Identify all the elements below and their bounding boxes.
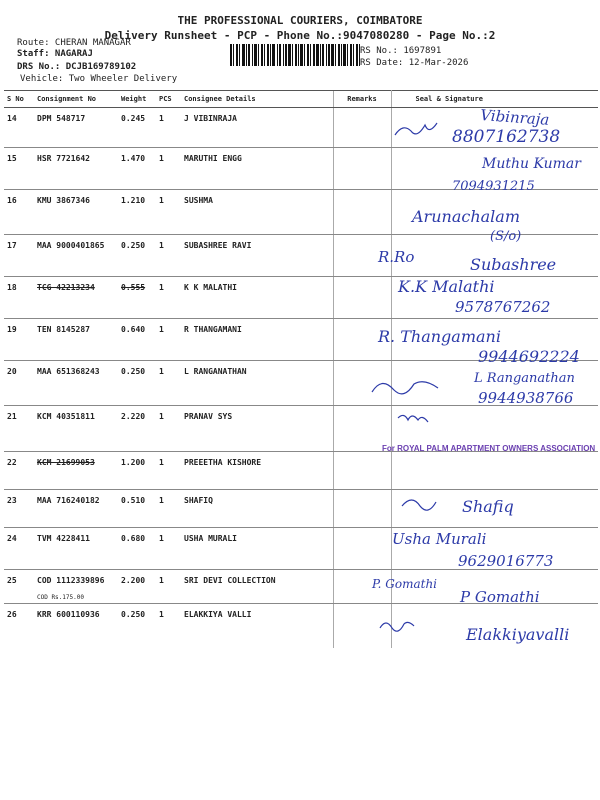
handwriting-text: Subashree [470,255,557,274]
cell-signature [391,452,598,490]
cell-pcs: 1 [159,610,164,619]
consignment-number: COD 1112339896 [37,576,105,585]
handwriting-text: Arunachalam [412,207,520,226]
col-consignee: Consignee Details [181,91,333,108]
cell-pcs: 1 [156,361,181,406]
cell-remarks [333,319,391,361]
handwriting-text: Elakkiyavalli [466,625,570,644]
cod-amount: COD Rs.175.00 [37,594,84,601]
handwriting-text: L Ranganathan [474,371,575,386]
rs-number: RS No.: 1697891 [360,46,442,56]
cell-consignee: SUBASHREE RAVI [181,235,333,277]
cell-signature [391,148,598,190]
table-row [4,319,598,361]
cell-signature [391,108,598,148]
cell-consignee: K K MALATHI [181,277,333,319]
runsheet-table [4,90,598,648]
cell-weight: 0.555 [118,277,156,319]
cell-consignment: KRR 600110936 [37,610,100,619]
cell-remarks [333,277,391,319]
cell-sno: 21 [4,406,34,452]
handwriting-text: Muthu Kumar [482,156,581,172]
cell-sno: 25 [4,570,34,604]
table-row [4,490,598,528]
cell-pcs: 1 [156,235,181,277]
cell-consignment: KCM 40351811 [34,406,118,452]
cell-consignee: SUSHMA [181,190,333,235]
cell-remarks [333,361,391,406]
cell-remarks [333,604,391,648]
table-row [4,361,598,406]
cell-weight: 1.470 [118,148,156,190]
cell-pcs: 1 [156,452,181,490]
cell-sno: 18 [4,277,34,319]
handwriting-text: 9944938766 [478,389,574,407]
cell-signature [391,604,598,648]
cell-weight: 1.210 [118,190,156,235]
cell-pcs: 1 [156,490,181,528]
cell-pcs: 1 [156,190,181,235]
staff-label: Staff: NAGARAJ [17,49,93,59]
handwriting-text: P. Gomathi [372,577,438,591]
cell-consignee: PREEETHA KISHORE [181,452,333,490]
cell-pcs: 1 [156,277,181,319]
cell-remarks [333,570,391,604]
cell-consignment: MAA 651368243 [34,361,118,406]
cell-sno: 19 [4,319,34,361]
table-row [4,604,598,648]
cell-pcs: 1 [156,108,181,148]
table-row [4,528,598,570]
cell-sno: 17 [4,235,34,277]
table-row [4,190,598,235]
cell-pcs: 1 [156,148,181,190]
cell-consignee: J VIBINRAJA [181,108,333,148]
handwriting-text: K.K Malathi [398,277,495,296]
table-header-row [4,91,598,108]
cell-signature [391,235,598,277]
cell-consignee: PRANAV SYS [181,406,333,452]
cell-remarks [333,528,391,570]
handwriting-text: 9578767262 [455,298,551,316]
cell-signature [391,490,598,528]
runsheet-title: Delivery Runsheet - PCP - Phone No.:9047080280 - Page No.:2 [104,29,496,42]
cell-consignment: TEN 8145287 [34,319,118,361]
drs-number: DRS No.: DCJB169789102 [17,62,137,72]
table-row [4,108,598,148]
route-label: Route: CHERAN MANAGAR [17,38,131,48]
cell-consignee: MARUTHI ENGG [181,148,333,190]
table-row [4,148,598,190]
col-seal: Seal & Signature [391,91,598,108]
cell-remarks [333,190,391,235]
cell-consignee: USHA MURALI [181,528,333,570]
table-row [4,235,598,277]
col-pcs: PCS [156,91,181,108]
cell-sno: 23 [4,490,34,528]
cell-sno: 15 [4,148,34,190]
table-row [4,570,598,604]
col-consignment: Consignment No [34,91,118,108]
cell-signature [391,319,598,361]
cell-signature [391,361,598,406]
handwriting-text: Vibinraja [479,106,550,129]
cell-sno: 22 [4,452,34,490]
cell-pcs: 1 [156,406,181,452]
cell-consignment: DPM 548717 [34,108,118,148]
cell-consignment: TVM 4228411 [34,528,118,570]
company-name: THE PROFESSIONAL COURIERS, COIMBATORE [177,14,423,27]
handwriting-text: Shafiq [462,497,514,516]
rs-date: RS Date: 12-Mar-2026 [360,58,469,68]
cell-weight: 2.200 [118,570,156,604]
cell-sno: 16 [4,190,34,235]
cell-sno: 24 [4,528,34,570]
cell-consignee: L RANGANATHAN [181,361,333,406]
cell-weight: 0.250 [118,361,156,406]
cell-weight: 0.680 [118,528,156,570]
cell-sno: 26 [7,610,17,619]
association-stamp: For ROYAL PALM APARTMENT OWNERS ASSOCIATION [382,444,596,453]
cell-weight: 0.250 [118,235,156,277]
cell-remarks [333,235,391,277]
cell-remarks [333,490,391,528]
handwriting-text: 7094931215 [452,179,535,194]
cell-signature [391,277,598,319]
cell-sno: 20 [4,361,34,406]
cell-sno: 14 [4,108,34,148]
cell-consignee: R THANGAMANI [181,319,333,361]
cell-remarks [333,108,391,148]
cell-pcs: 1 [156,570,181,604]
handwriting-text: 8807162738 [452,127,561,147]
vehicle-label: Vehicle: Two Wheeler Delivery [20,74,178,84]
table-row [4,277,598,319]
handwriting-text: P Gomathi [460,588,540,606]
cell-consignment [34,570,118,604]
barcode [230,44,360,66]
cell-consignee: SRI DEVI COLLECTION [181,570,333,604]
cell-signature [391,528,598,570]
cell-pcs: 1 [156,319,181,361]
cell-weight: 0.640 [118,319,156,361]
cell-weight: 2.220 [118,406,156,452]
cell-weight: 0.245 [118,108,156,148]
cell-remarks [333,148,391,190]
table-body [4,108,598,648]
handwriting-text: R.Ro [378,248,415,266]
handwriting-text: 9629016773 [458,552,554,570]
cell-weight: 1.200 [118,452,156,490]
cell-weight: 0.510 [118,490,156,528]
handwriting-text: 9944692224 [478,347,580,366]
handwriting-text: (S/o) [490,229,522,244]
handwriting-text: R. Thangamani [378,327,501,346]
cell-remarks [333,452,391,490]
col-remarks: Remarks [333,91,391,108]
cell-consignee: SHAFIQ [181,490,333,528]
cell-signature [391,190,598,235]
cell-consignment: TCG 42213234 [34,277,118,319]
cell-signature [391,570,598,604]
col-sno: S No [4,91,34,108]
cell-consignee: ELAKKIYA VALLI [184,610,252,619]
cell-pcs: 1 [156,528,181,570]
col-weight: Weight [118,91,156,108]
table-row [4,452,598,490]
cell-consignment: HSR 7721642 [34,148,118,190]
cell-consignment: MAA 9000401865 [34,235,118,277]
cell-consignment: MAA 716240182 [34,490,118,528]
cell-weight: 0.250 [121,610,146,619]
cell-consignment: KCM 21699053 [34,452,118,490]
cell-consignment: KMU 3867346 [34,190,118,235]
handwriting-text: Usha Murali [392,530,487,548]
